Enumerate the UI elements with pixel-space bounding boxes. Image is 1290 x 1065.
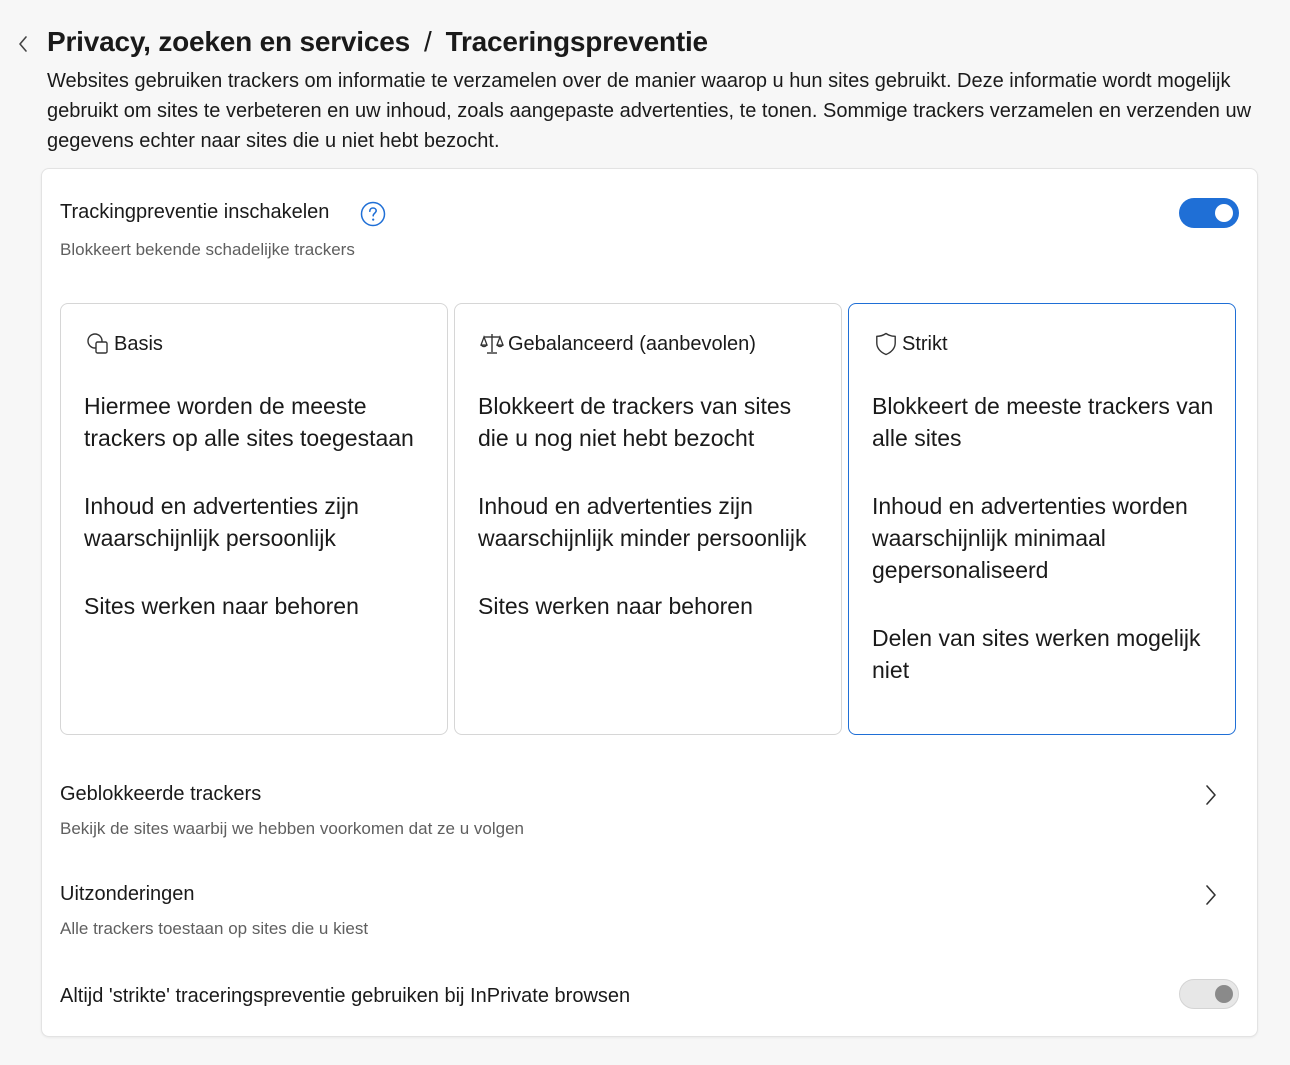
level-point: Inhoud en advertenties zijn waarschijnlijk persoonlijk — [84, 493, 359, 551]
toggle-knob — [1215, 985, 1233, 1003]
level-points — [872, 390, 1222, 722]
tracking-toggle-label: Trackingpreventie inschakelen — [60, 201, 330, 223]
tracking-prevention-toggle[interactable] — [1179, 198, 1239, 228]
scale-icon — [478, 330, 506, 358]
page-description: Websites gebruiken trackers om informatie te verzamelen over de manier waarop u hun sites gebruikt. Deze informatie wordt mogelijk gebruikt om sites te verbeteren en uw inhoud, zoals aangepaste advertenties, te tonen. Sommige trackers verzamelen en verzenden uw gegevens echter naar sites die u niet hebt bezocht. — [47, 70, 1252, 152]
blocked-trackers-subtitle: Bekijk de sites waarbij we hebben voorkomen dat ze u volgen — [60, 819, 524, 838]
breadcrumb — [47, 26, 708, 58]
settings-card — [41, 168, 1258, 1037]
level-point: Delen van sites werken mogelijk niet — [872, 625, 1201, 683]
basis-icon — [84, 330, 112, 358]
tracking-levels — [60, 303, 1240, 737]
level-point: Blokkeert de trackers van sites die u nog niet hebt bezocht — [478, 393, 792, 451]
level-point: Sites werken naar behoren — [478, 593, 753, 619]
level-header — [84, 330, 163, 358]
chevron-right-icon — [1201, 883, 1221, 907]
exceptions-title: Uitzonderingen — [60, 883, 195, 905]
level-point: Blokkeert de meeste trackers van alle sites — [872, 393, 1214, 451]
help-icon[interactable] — [360, 201, 386, 227]
level-point: Inhoud en advertenties zijn waarschijnlijk minder persoonlijk — [478, 493, 807, 551]
exceptions-row[interactable] — [42, 863, 1257, 943]
inprivate-strict-label: Altijd 'strikte' traceringspreventie gebruiken bij InPrivate browsen — [60, 985, 631, 1007]
breadcrumb-parent-link[interactable]: Privacy, zoeken en services — [47, 26, 410, 57]
exceptions-subtitle: Alle trackers toestaan op sites die u kiest — [60, 919, 369, 938]
shield-icon — [872, 330, 900, 358]
level-name: Gebalanceerd (aanbevolen) — [508, 332, 756, 355]
level-point: Sites werken naar behoren — [84, 593, 359, 619]
level-name: Strikt — [902, 332, 948, 355]
tracking-toggle-subtitle: Blokkeert bekende schadelijke trackers — [60, 240, 355, 259]
level-card-strict[interactable] — [848, 303, 1236, 735]
chevron-right-icon — [1201, 783, 1221, 807]
level-card-balanced[interactable] — [454, 303, 842, 735]
level-points — [478, 390, 828, 658]
level-point: Hiermee worden de meeste trackers op alle sites toegestaan — [84, 393, 414, 451]
level-point: Inhoud en advertenties worden waarschijnlijk minimaal gepersonaliseerd — [872, 493, 1188, 583]
blocked-trackers-row[interactable] — [42, 763, 1257, 843]
breadcrumb-separator: / — [424, 26, 432, 57]
page-title: Traceringspreventie — [445, 26, 708, 57]
blocked-trackers-title: Geblokkeerde trackers — [60, 783, 262, 805]
level-header — [872, 330, 948, 358]
toggle-knob — [1215, 204, 1233, 222]
inprivate-strict-toggle[interactable] — [1179, 979, 1239, 1009]
back-button[interactable] — [12, 32, 34, 56]
level-points — [84, 390, 434, 658]
level-card-basis[interactable] — [60, 303, 448, 735]
chevron-left-icon — [17, 35, 29, 53]
level-name: Basis — [114, 332, 163, 355]
level-header — [478, 330, 756, 358]
